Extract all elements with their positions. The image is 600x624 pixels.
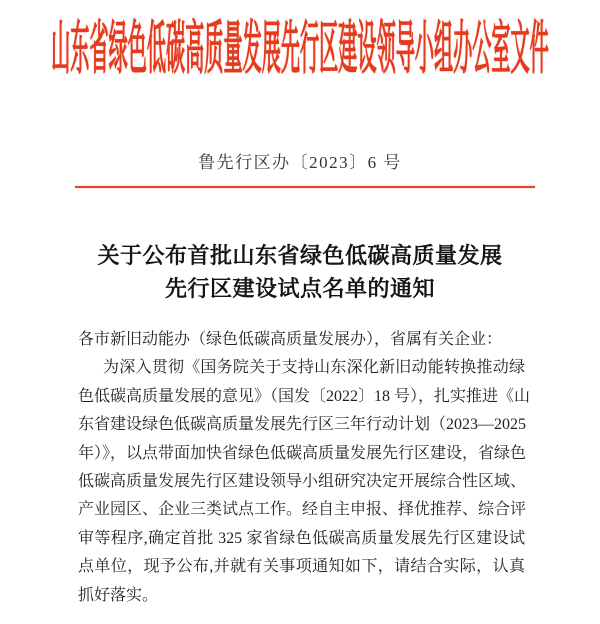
body-line: 审等程序,确定首批 325 家省绿色低碳高质量发展先行区建设试: [78, 529, 525, 547]
red-divider-rule: [75, 186, 535, 188]
document-title-line-1: 关于公布首批山东省绿色低碳高质量发展: [97, 243, 503, 268]
body-line: 产业园区、企业三类试点工作。经自主申报、择优推荐、综合评: [78, 501, 527, 519]
body-line: 为深入贯彻《国务院关于支持山东深化新旧动能转换推动绿: [103, 359, 525, 377]
letterhead-banner-text: 山东省绿色低碳高质量发展先行区建设领导小组办公室文件: [51, 16, 549, 81]
body-line: 抓好落实。: [78, 586, 159, 604]
body-line: 低碳高质量发展先行区建设领导小组研究决定开展综合性区域、: [78, 472, 527, 490]
body-line: 色低碳高质量发展的意见》（国发〔2022〕18 号），扎实推进《山: [78, 387, 531, 405]
body-paragraph: [78, 354, 531, 610]
body-line: 东省建设绿色低碳高质量发展先行区三年行动计划（2023—2025: [78, 416, 527, 434]
letterhead-banner: [0, 14, 600, 84]
body-line: 点单位，现予公布,并就有关事项通知如下，请结合实际，认真: [78, 558, 525, 576]
document-title: [0, 239, 600, 305]
document-title-line-2: 先行区建设试点名单的通知: [164, 276, 435, 301]
document-number: 鲁先行区办〔2023〕6 号: [198, 153, 402, 172]
document-body: [78, 326, 531, 610]
body-line: 年）》，以点带面加快省绿色低碳高质量发展先行区建设，省绿色: [78, 444, 527, 462]
salutation-line: 各市新旧动能办（绿色低碳高质量发展办），省属有关企业：: [78, 331, 503, 348]
